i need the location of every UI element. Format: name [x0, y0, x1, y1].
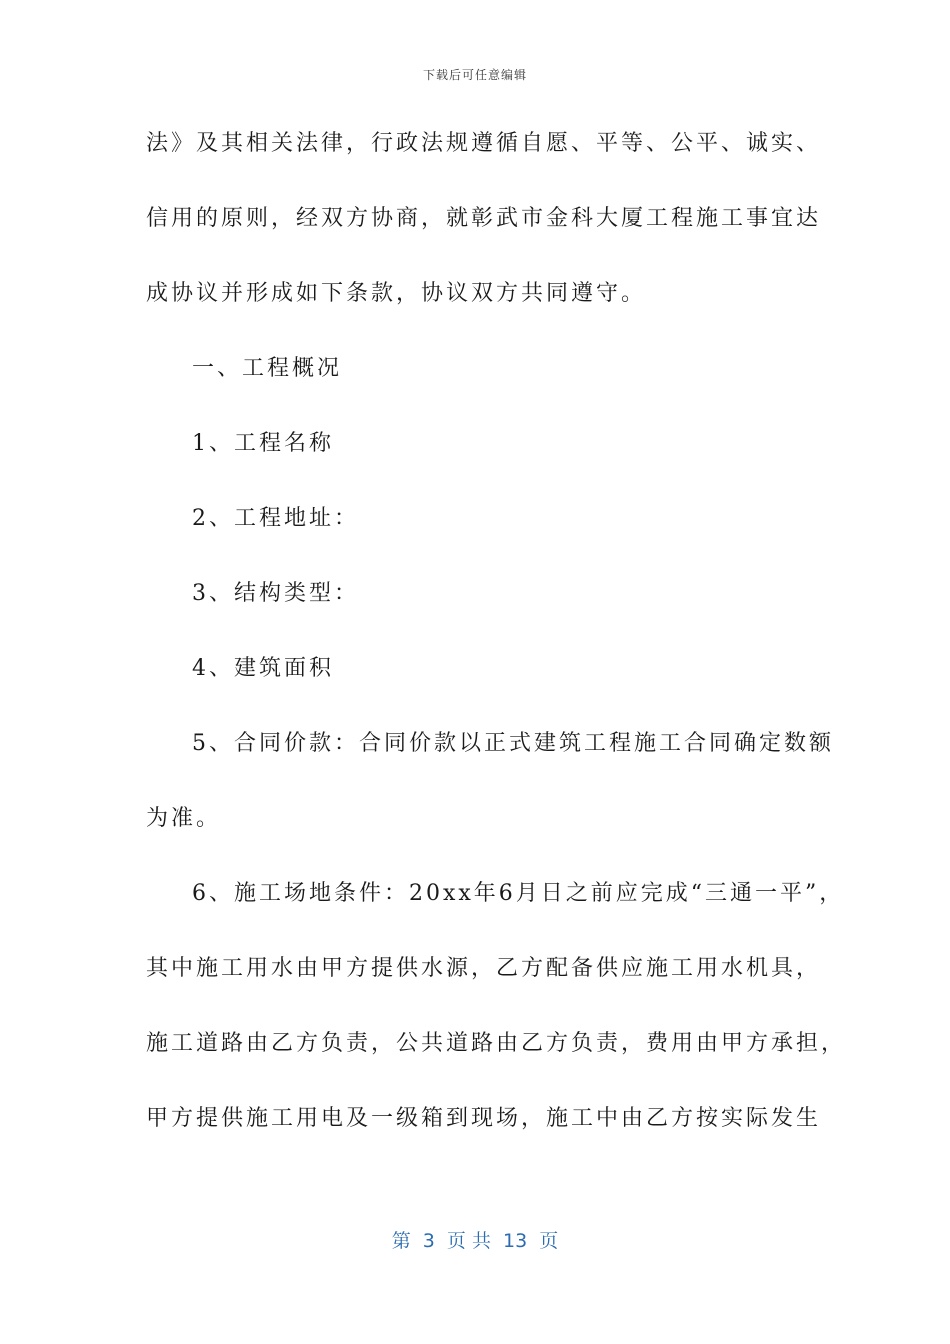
body-line: 成协议并形成如下条款，协议双方共同遵守。	[146, 281, 647, 306]
list-item: 2、工程地址：	[192, 506, 359, 531]
body-line: 施工道路由乙方负责，公共道路由乙方负责，费用由甲方承担，	[146, 1031, 847, 1056]
document-body	[146, 123, 847, 1173]
section-heading: 一、工程概况	[192, 356, 343, 381]
list-item: 5、合同价款：合同价款以正式建筑工程施工合同确定数额	[192, 731, 834, 756]
body-line: 其中施工用水由甲方提供水源，乙方配备供应施工用水机具，	[146, 956, 822, 981]
list-item: 1、工程名称	[192, 431, 334, 456]
body-line: 法》及其相关法律，行政法规遵循自愿、平等、公平、诚实、	[146, 131, 822, 156]
list-item: 3、结构类型：	[192, 581, 359, 606]
list-item: 4、建筑面积	[192, 656, 334, 681]
body-line: 信用的原则，经双方协商，就彰武市金科大厦工程施工事宜达	[146, 206, 822, 231]
page-number-footer: 第 3 页 共 13 页	[391, 1230, 559, 1252]
list-item: 6、施工场地条件：20xx年6月日之前应完成“三通一平”，	[192, 881, 845, 906]
body-line: 甲方提供施工用电及一级箱到现场，施工中由乙方按实际发生	[146, 1106, 822, 1131]
body-line: 为准。	[146, 806, 222, 831]
page-header: 下载后可任意编辑	[422, 68, 527, 82]
